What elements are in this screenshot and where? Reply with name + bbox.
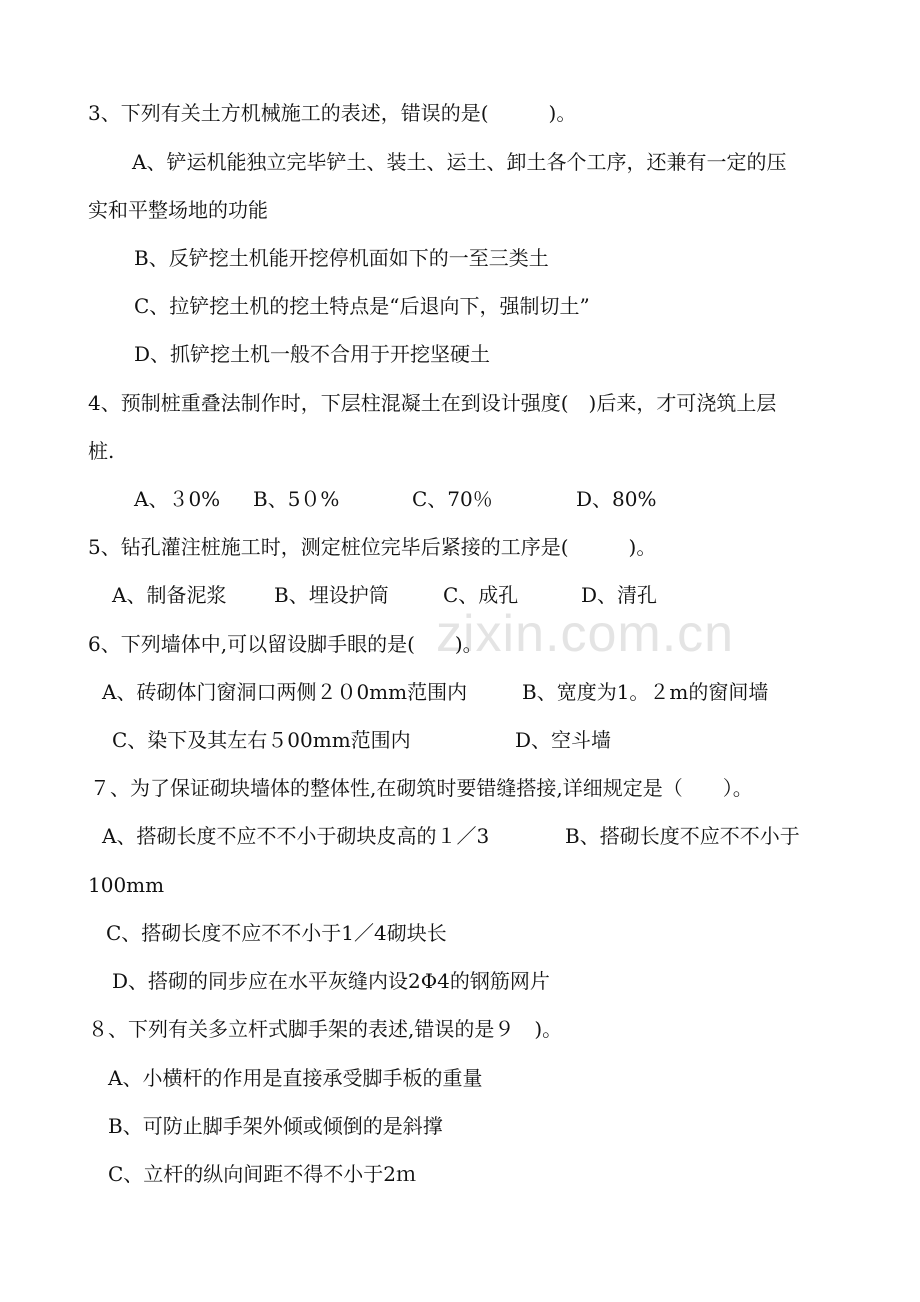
question-5-stem: 5、钻孔灌注桩施工时，测定桩位完毕后紧接的工序是( )。 [88, 535, 657, 559]
question-6-option-d: D、空斗墙 [515, 728, 612, 752]
question-6-stem: 6、下列墙体中,可以留设脚手眼的是( )。 [88, 632, 483, 656]
question-5-option-d: D、清孔 [581, 583, 658, 607]
question-3-option-a: A、铲运机能独立完毕铲土、装土、运土、卸土各个工序，还兼有一定的压 [132, 150, 787, 174]
question-4-option-c: C、70％ [412, 487, 493, 511]
question-7-option-d: D、搭砌的同步应在水平灰缝内设2Φ4的钢筋网片 [112, 969, 550, 993]
question-7-option-b-continued: 100mm [88, 873, 165, 897]
question-3-option-d: D、抓铲挖土机一般不合用于开挖坚硬土 [134, 342, 491, 366]
question-7-stem: ７、为了保证砌块墙体的整体性,在砌筑时要错缝搭接,详细规定是（ ）。 [90, 776, 753, 800]
question-3-option-c: C、拉铲挖土机的挖土特点是“后退向下，强制切土” [134, 294, 590, 318]
question-3-option-a-continued: 实和平整场地的功能 [88, 198, 268, 222]
question-4-stem-continued: 桩. [88, 439, 115, 463]
question-5-option-b: B、埋设护筒 [274, 583, 389, 607]
question-4-stem: 4、预制桩重叠法制作时，下层柱混凝土在到设计强度( )后来，才可浇筑上层 [88, 391, 777, 415]
watermark: zixin.com.cn [436, 605, 735, 663]
question-6-option-a: A、砖砌体门窗洞口两侧２０0mm范围内 [102, 680, 468, 704]
question-8-option-b: B、可防止脚手架外倾或倾倒的是斜撑 [108, 1114, 443, 1138]
question-3-option-b: B、反铲挖土机能开挖停机面如下的一至三类土 [134, 246, 549, 270]
question-6-option-c: C、染下及其左右５00mm范围内 [112, 728, 411, 752]
question-3-stem: 3、下列有关土方机械施工的表述，错误的是( )。 [88, 101, 577, 125]
question-4-option-d: D、80% [576, 487, 657, 511]
question-5-option-a: A、制备泥浆 [112, 583, 227, 607]
question-8-option-c: C、立杆的纵向间距不得不小于2ｍ [108, 1162, 417, 1186]
question-8-option-a: A、小横杆的作用是直接承受脚手板的重量 [108, 1066, 483, 1090]
question-4-option-a: A、３0% [134, 487, 221, 511]
question-7-option-b: B、搭砌长度不应不不小于 [565, 824, 800, 848]
question-5-option-c: C、成孔 [443, 583, 519, 607]
question-8-stem: ８、下列有关多立杆式脚手架的表述,错误的是９ )。 [88, 1017, 563, 1041]
question-6-option-b: B、宽度为1。２m的窗间墙 [522, 680, 769, 704]
question-4-option-b: B、5０% [253, 487, 340, 511]
question-7-option-a: A、搭砌长度不应不不小于砌块皮高的１／3 [102, 824, 490, 848]
question-7-option-c: C、搭砌长度不应不不小于1／4砌块长 [106, 921, 447, 945]
